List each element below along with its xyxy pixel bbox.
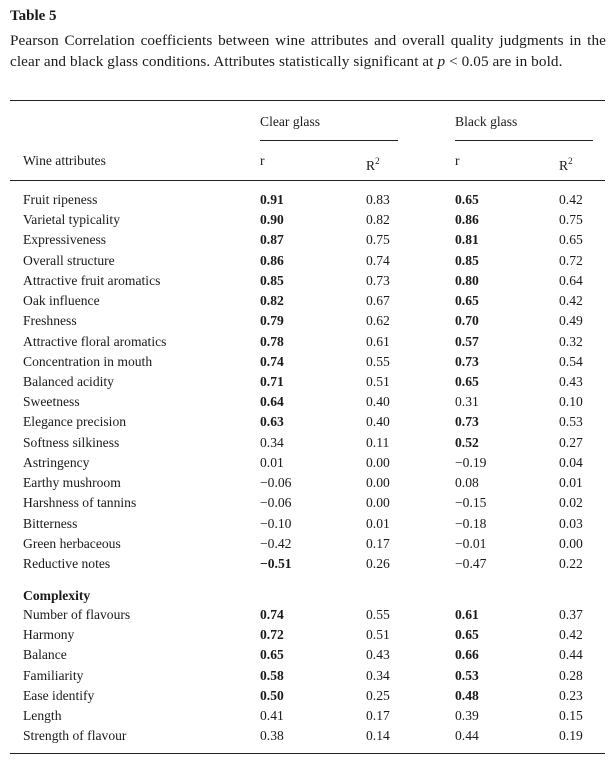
clear-r-squared-cell: 0.40 — [366, 414, 390, 430]
attribute-cell: Familiarity — [23, 667, 84, 683]
attribute-cell: Number of flavours — [23, 607, 131, 622]
clear-r-squared-cell: 0.14 — [366, 728, 390, 744]
black-r-cell: 0.65 — [455, 627, 479, 643]
black-r-squared-cell: 0.54 — [559, 353, 583, 369]
attribute-cell: Balance — [23, 647, 67, 663]
black-r-squared-cell: 0.02 — [559, 495, 583, 511]
black-r-cell: −0.01 — [455, 535, 487, 551]
caption-text-start: Pearson Correlation coefficients between wine attributes and overall quality judgments in the clear and black glass conditions. Attributes statistically significant at — [10, 32, 606, 70]
clear-glass-group-rule — [260, 140, 398, 141]
clear-r-squared-cell: 0.26 — [366, 555, 390, 571]
black-r-squared-cell: 0.28 — [559, 667, 583, 683]
clear-r-cell: 0.65 — [260, 647, 284, 663]
clear-r-cell: 0.74 — [260, 607, 284, 622]
section-heading-complexity: Complexity — [23, 588, 91, 603]
clear-r-squared-cell: 0.73 — [366, 272, 390, 288]
clear-r-cell: 0.71 — [260, 373, 284, 389]
clear-r-cell: 0.38 — [260, 728, 284, 744]
black-r-squared-cell: 0.32 — [559, 333, 583, 349]
clear-r-squared-cell: 0.25 — [366, 687, 390, 703]
black-r-squared-cell: 0.42 — [559, 627, 583, 643]
black-r-cell: −0.15 — [455, 495, 487, 511]
black-r-squared-cell: 0.75 — [559, 212, 583, 228]
black-r-squared-cell: 0.42 — [559, 192, 583, 207]
clear-r-cell: −0.51 — [260, 555, 292, 571]
black-r-cell: 0.86 — [455, 212, 479, 228]
clear-r-cell: 0.50 — [260, 687, 284, 703]
group-header-black-glass: Black glass — [455, 114, 518, 129]
clear-r-squared-cell: 0.51 — [366, 627, 390, 643]
attribute-cell: Length — [23, 708, 62, 724]
clear-r-squared-cell: 0.17 — [366, 535, 390, 551]
clear-r-cell: 0.74 — [260, 353, 284, 369]
header-black-r-squared-sup: 2 — [568, 156, 573, 166]
clear-r-cell: 0.63 — [260, 414, 284, 430]
clear-r-cell: −0.06 — [260, 495, 292, 511]
attribute-cell: Expressiveness — [23, 232, 107, 248]
group-header-clear-glass: Clear glass — [260, 114, 321, 129]
top-rule — [10, 100, 605, 101]
black-r-squared-cell: 0.72 — [559, 252, 583, 268]
black-r-squared-cell: 0.65 — [559, 232, 583, 248]
attribute-cell: Elegance precision — [23, 414, 127, 430]
attribute-cell: Reductive notes — [23, 555, 111, 571]
attribute-cell: Bitterness — [23, 515, 78, 531]
clear-r-squared-cell: 0.40 — [366, 394, 390, 410]
header-black-r-squared — [559, 153, 573, 174]
black-r-cell: 0.85 — [455, 252, 479, 268]
attribute-cell: Attractive floral aromatics — [23, 333, 167, 349]
clear-r-cell: −0.06 — [260, 475, 292, 491]
black-r-squared-cell: 0.22 — [559, 555, 583, 571]
clear-r-cell: 0.78 — [260, 333, 284, 349]
table-label: Table 5 — [10, 8, 57, 24]
caption-text-end: < 0.05 are in bold. — [445, 52, 563, 70]
header-clear-r-squared-base: R — [366, 158, 376, 173]
clear-r-squared-cell: 0.00 — [366, 475, 390, 491]
black-r-cell: 0.80 — [455, 272, 479, 288]
clear-r-cell: 0.87 — [260, 232, 284, 248]
header-black-r-squared-base: R — [559, 158, 569, 173]
black-r-cell: 0.48 — [455, 687, 479, 703]
black-r-squared-cell: 0.42 — [559, 293, 583, 309]
black-r-cell: 0.61 — [455, 607, 479, 622]
clear-r-cell: 0.64 — [260, 394, 284, 410]
clear-r-squared-cell: 0.01 — [366, 515, 390, 531]
clear-r-squared-cell: 0.83 — [366, 192, 390, 207]
clear-r-squared-cell: 0.34 — [366, 667, 390, 683]
attribute-cell: Sweetness — [23, 394, 80, 410]
attribute-cell: Harmony — [23, 627, 75, 643]
attribute-cell: Overall structure — [23, 252, 115, 268]
black-r-squared-cell: 0.37 — [559, 607, 583, 622]
attribute-cell: Softness silkiness — [23, 434, 120, 450]
attribute-cell: Astringency — [23, 454, 90, 470]
black-r-cell: 0.73 — [455, 353, 479, 369]
attribute-cell: Attractive fruit aromatics — [23, 272, 161, 288]
clear-r-cell: 0.41 — [260, 708, 284, 724]
black-r-cell: −0.18 — [455, 515, 487, 531]
attribute-cell: Strength of flavour — [23, 728, 127, 744]
black-r-squared-cell: 0.00 — [559, 535, 583, 551]
clear-r-cell: 0.58 — [260, 667, 284, 683]
clear-r-cell: 0.82 — [260, 293, 284, 309]
clear-r-squared-cell: 0.17 — [366, 708, 390, 724]
black-r-squared-cell: 0.19 — [559, 728, 583, 744]
clear-r-cell: 0.34 — [260, 434, 284, 450]
black-r-cell: −0.19 — [455, 454, 487, 470]
black-r-squared-cell: 0.03 — [559, 515, 583, 531]
clear-r-squared-cell: 0.82 — [366, 212, 390, 228]
black-r-squared-cell: 0.23 — [559, 687, 583, 703]
black-r-cell: 0.65 — [455, 373, 479, 389]
black-r-cell: 0.52 — [455, 434, 479, 450]
table-caption — [10, 31, 606, 72]
clear-r-cell: −0.10 — [260, 515, 292, 531]
clear-r-squared-cell: 0.51 — [366, 373, 390, 389]
clear-r-cell: 0.90 — [260, 212, 284, 228]
clear-r-cell: 0.01 — [260, 454, 284, 470]
black-r-cell: 0.44 — [455, 728, 479, 744]
attribute-cell: Fruit ripeness — [23, 192, 98, 207]
black-r-cell: −0.47 — [455, 555, 487, 571]
clear-r-cell: 0.86 — [260, 252, 284, 268]
black-r-squared-cell: 0.43 — [559, 373, 583, 389]
black-r-cell: 0.65 — [455, 293, 479, 309]
attribute-cell: Harshness of tannins — [23, 495, 137, 511]
black-r-squared-cell: 0.44 — [559, 647, 583, 663]
clear-r-squared-cell: 0.67 — [366, 293, 390, 309]
attribute-cell: Balanced acidity — [23, 373, 114, 389]
clear-r-cell: 0.85 — [260, 272, 284, 288]
clear-r-cell: −0.42 — [260, 535, 292, 551]
caption-p-variable: p — [437, 52, 446, 70]
black-r-squared-cell: 0.27 — [559, 434, 583, 450]
header-clear-r: r — [260, 153, 265, 168]
header-clear-r-squared — [366, 153, 380, 174]
clear-r-squared-cell: 0.55 — [366, 353, 390, 369]
attribute-cell: Earthy mushroom — [23, 475, 121, 491]
black-r-squared-cell: 0.04 — [559, 454, 583, 470]
bottom-rule — [10, 753, 605, 754]
black-r-cell: 0.57 — [455, 333, 479, 349]
black-r-cell: 0.39 — [455, 708, 479, 724]
black-r-cell: 0.31 — [455, 394, 479, 410]
attribute-cell: Freshness — [23, 313, 77, 329]
black-r-cell: 0.65 — [455, 192, 479, 207]
attribute-cell: Oak influence — [23, 293, 100, 309]
clear-r-squared-cell: 0.75 — [366, 232, 390, 248]
black-r-cell: 0.08 — [455, 475, 479, 491]
black-r-squared-cell: 0.10 — [559, 394, 583, 410]
clear-r-squared-cell: 0.55 — [366, 607, 390, 622]
black-r-squared-cell: 0.64 — [559, 272, 583, 288]
clear-r-squared-cell: 0.43 — [366, 647, 390, 663]
black-r-cell: 0.66 — [455, 647, 479, 663]
black-r-squared-cell: 0.15 — [559, 708, 583, 724]
header-wine-attributes: Wine attributes — [23, 153, 106, 168]
clear-r-squared-cell: 0.11 — [366, 434, 390, 450]
clear-r-cell: 0.79 — [260, 313, 284, 329]
black-r-squared-cell: 0.01 — [559, 475, 583, 491]
header-black-r: r — [455, 153, 460, 168]
attribute-cell: Concentration in mouth — [23, 353, 153, 369]
clear-r-cell: 0.91 — [260, 192, 284, 207]
clear-r-squared-cell: 0.74 — [366, 252, 390, 268]
attribute-cell: Ease identify — [23, 687, 95, 703]
black-r-squared-cell: 0.53 — [559, 414, 583, 430]
header-clear-r-squared-sup: 2 — [375, 156, 380, 166]
clear-r-squared-cell: 0.62 — [366, 313, 390, 329]
attribute-cell: Varietal typicality — [23, 212, 121, 228]
header-rule — [10, 180, 605, 181]
black-r-squared-cell: 0.49 — [559, 313, 583, 329]
attribute-cell: Green herbaceous — [23, 535, 121, 551]
clear-r-cell: 0.72 — [260, 627, 284, 643]
clear-r-squared-cell: 0.00 — [366, 495, 390, 511]
black-r-cell: 0.81 — [455, 232, 479, 248]
black-r-cell: 0.70 — [455, 313, 479, 329]
clear-r-squared-cell: 0.00 — [366, 454, 390, 470]
clear-r-squared-cell: 0.61 — [366, 333, 390, 349]
black-r-cell: 0.53 — [455, 667, 479, 683]
black-glass-group-rule — [455, 140, 593, 141]
black-r-cell: 0.73 — [455, 414, 479, 430]
